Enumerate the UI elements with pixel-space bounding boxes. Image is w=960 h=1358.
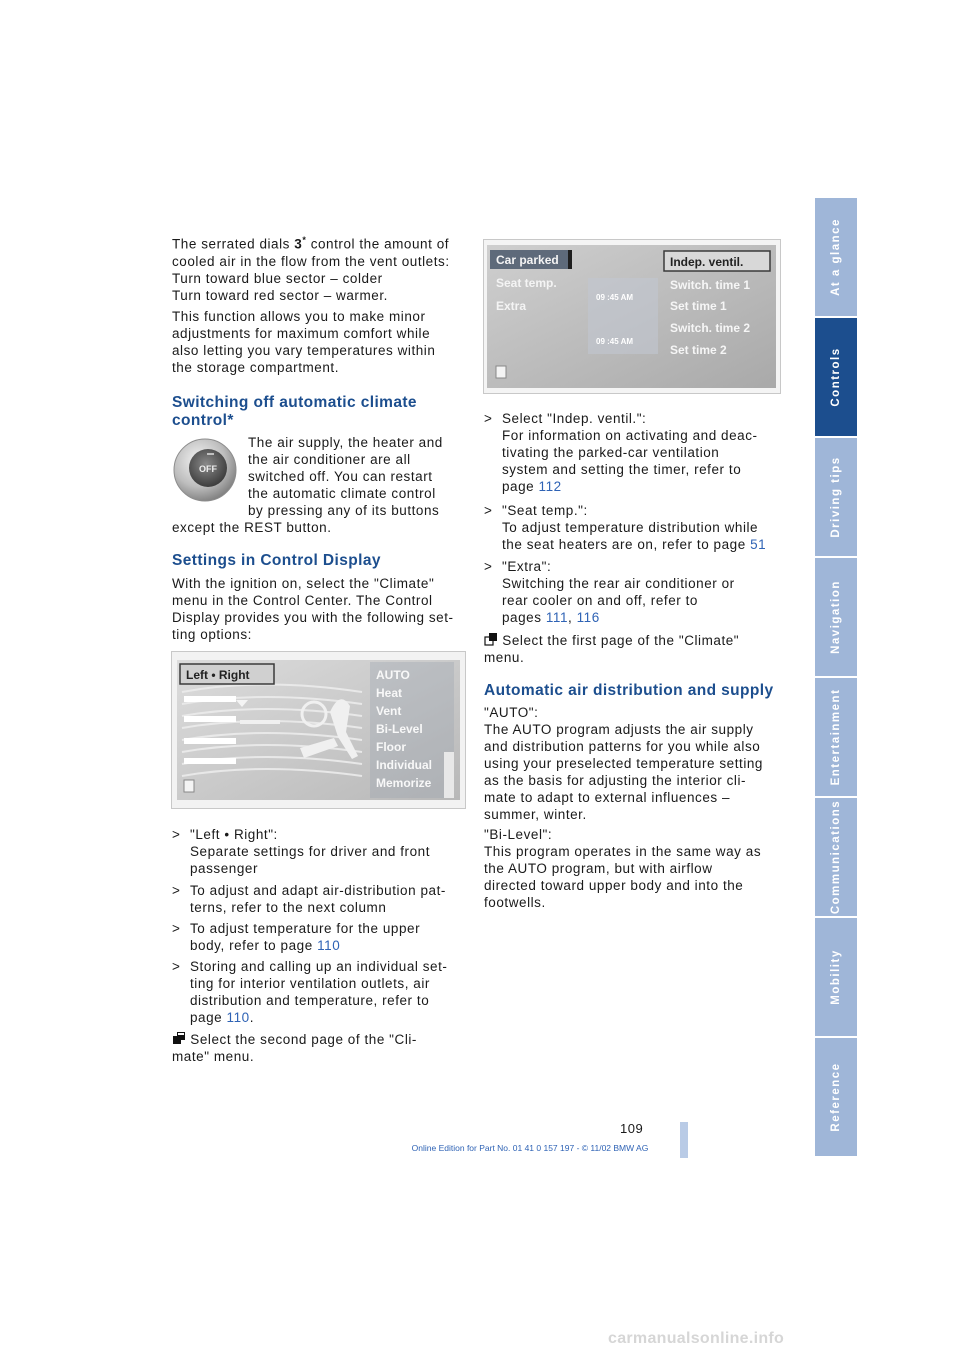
page-link-110b[interactable]: 110 <box>226 1010 250 1025</box>
svg-text:AUTO: AUTO <box>376 668 410 682</box>
heading-settings: Settings in Control Display <box>172 552 381 569</box>
tab-entertainment[interactable]: Entertainment <box>815 678 857 796</box>
tab-communications[interactable]: Communications <box>815 798 857 916</box>
svg-text:Set time 2: Set time 2 <box>670 343 727 357</box>
menu-page-icon <box>172 1032 186 1045</box>
svg-text:09 :45 AM: 09 :45 AM <box>596 293 634 302</box>
svg-text:Floor: Floor <box>376 740 406 754</box>
svg-text:Individual: Individual <box>376 758 433 772</box>
svg-text:Set time 1: Set time 1 <box>670 299 727 313</box>
page-number: 109 <box>620 1121 644 1136</box>
paragraph-ignition: With the ignition on, select the "Climate" menu in the Control Center. The Control Display provides you with the following set- ting options: <box>172 576 454 642</box>
indep-ventil-screenshot <box>483 239 781 394</box>
paragraph-air-supply: The air supply, the heater and the air conditioner are all switched off. You can restart the automatic climate control by pressing any of its buttons <box>248 435 443 518</box>
svg-text:Heat: Heat <box>376 686 403 700</box>
menu-page-icon <box>484 633 498 646</box>
heading-automatic-air: Automatic air distribution and supply <box>484 682 774 699</box>
heading-switching-off: Switching off automatic climate control* <box>172 394 417 429</box>
page-link-111[interactable]: 111 <box>545 610 569 625</box>
side-tabs <box>815 198 857 1158</box>
svg-text:OFF: OFF <box>199 464 217 474</box>
paragraph-serrated-dials: The serrated dials 3* control the amount of cooled air in the flow from the vent outlets: <box>172 235 450 269</box>
tab-mobility[interactable]: Mobility <box>815 918 857 1036</box>
svg-text:09 :45 AM: 09 :45 AM <box>596 337 634 346</box>
paragraph-second-page: Select the second page of the "Cli- mate" menu. <box>172 1032 417 1064</box>
svg-text:Memorize: Memorize <box>376 776 432 790</box>
page-link-110[interactable]: 110 <box>317 938 341 953</box>
paragraph-first-page: Select the first page of the "Climate" menu. <box>484 633 740 665</box>
paragraph-rest: except the REST button. <box>172 520 332 535</box>
svg-text:Indep. ventil.: Indep. ventil. <box>670 255 744 269</box>
page-link-112[interactable]: 112 <box>538 479 562 494</box>
svg-text:Extra: Extra <box>496 299 527 313</box>
tab-at-a-glance[interactable]: At a glance <box>815 198 857 316</box>
tab-driving-tips[interactable]: Driving tips <box>815 438 857 556</box>
page-link-116[interactable]: 116 <box>576 610 600 625</box>
tab-reference[interactable]: Reference <box>815 1038 857 1156</box>
watermark: carmanualsonline.info <box>608 1330 785 1347</box>
svg-text:Switch. time 2: Switch. time 2 <box>670 321 751 335</box>
paragraph-turn-toward: Turn toward blue sector – colder Turn toward red sector – warmer. <box>172 271 388 303</box>
paragraph-function: This function allows you to make minor adjustments for maximum comfort while also letting you vary temperatures within the storage compartment. <box>172 309 436 375</box>
tab-controls[interactable]: Controls <box>815 318 857 436</box>
climate-display-screenshot <box>171 651 466 809</box>
page-link-51[interactable]: 51 <box>750 537 767 552</box>
svg-text:Seat temp.: Seat temp. <box>496 276 557 290</box>
svg-text:Left • Right: Left • Right <box>186 668 250 682</box>
footer-edition: Online Edition for Part No. 01 41 0 157 197 - © 11/02 BMW AG <box>411 1143 649 1153</box>
svg-text:Bi-Level: Bi-Level <box>376 722 423 736</box>
svg-text:Vent: Vent <box>376 704 402 718</box>
svg-text:Car parked: Car parked <box>496 253 559 267</box>
paragraph-bi-level: "Bi-Level": This program operates in the same way as the AUTO program, but with airflow directed toward upper body and into the footwells. <box>484 827 762 910</box>
tab-navigation[interactable]: Navigation <box>815 558 857 676</box>
paragraph-auto: "AUTO": The AUTO program adjusts the air supply and distribution patterns for you while also using your preselected temperature setting as the basis for adjusting the interior cli- mate to adapt to external influences – summer, winter. <box>484 705 763 822</box>
off-button-icon <box>172 434 238 506</box>
svg-text:Switch. time 1: Switch. time 1 <box>670 278 751 292</box>
